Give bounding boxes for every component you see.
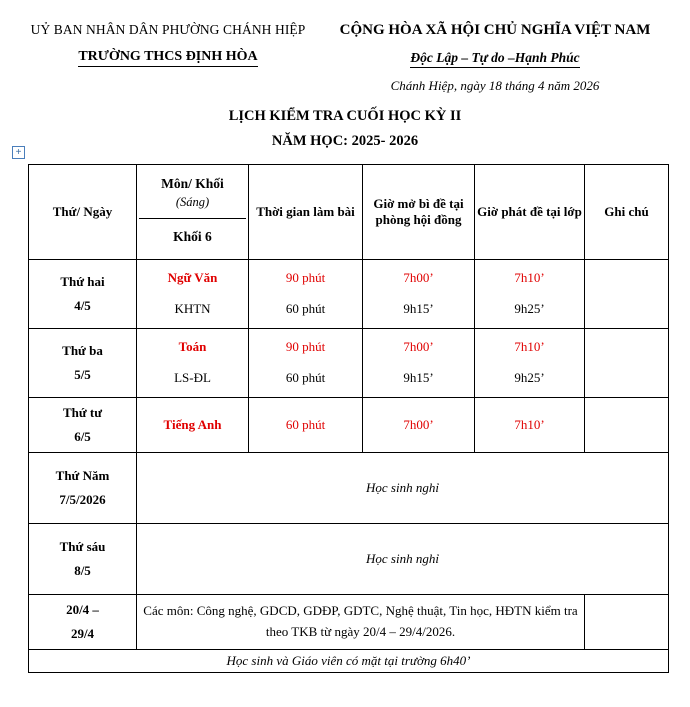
page-title: LỊCH KIỂM TRA CUỐI HỌC KỲ II — [228, 108, 462, 124]
row-day-1 — [29, 328, 137, 397]
row-give1-2: 7h10’ — [475, 397, 585, 452]
rest-day-date-1: 8/5 — [74, 562, 91, 578]
subjects-row-text: Các môn: Công nghệ, GDCD, GDĐP, GDTC, Nghệ thuật, Tin học, HĐTN kiểm tra theo TKB từ ngày 20/4 – 29/4/2026. — [137, 594, 585, 649]
subjects-row-date-line1: 20/4 – — [66, 601, 99, 617]
row-subject2-1: LS-ĐL — [174, 369, 211, 385]
row-open1-1: 7h00’ — [403, 338, 434, 354]
row-subject1-1: Toán — [178, 338, 207, 354]
header-subject-label: Môn/ Khối — [161, 176, 224, 191]
row-give2-1: 9h25’ — [514, 369, 545, 385]
row-open-0 — [363, 260, 475, 329]
header-grade-label: Khối 6 — [173, 229, 212, 244]
rest-text-1: Học sinh nghỉ — [137, 523, 669, 594]
title-block — [0, 108, 690, 150]
row-day-0 — [29, 260, 137, 329]
rest-day-date-0: 7/5/2026 — [59, 491, 106, 507]
table-footer-row — [29, 649, 669, 672]
subjects-row-day — [29, 594, 137, 649]
schedule-table — [28, 164, 669, 673]
school-name: TRƯỜNG THCS ĐỊNH HÒA — [78, 49, 257, 67]
table-header-row — [29, 165, 669, 260]
rest-day-name-0: Thứ Năm — [55, 467, 110, 483]
subjects-row-note — [585, 594, 669, 649]
row-day-name-2: Thứ tư — [62, 404, 103, 420]
header-duration: Thời gian làm bài — [249, 165, 363, 260]
row-subject1-0: Ngữ Văn — [167, 270, 218, 285]
row-subject1-2: Tiếng Anh — [137, 397, 249, 452]
row-time1-1: 90 phút — [285, 338, 326, 354]
row-open-1 — [363, 328, 475, 397]
row-subject2-0: KHTN — [174, 300, 211, 316]
rest-day-1 — [29, 523, 137, 594]
row-day-date-1: 5/5 — [74, 366, 91, 382]
row-duration-1 — [249, 328, 363, 397]
row-subjects-0 — [137, 260, 249, 329]
row-time2-0: 60 phút — [285, 300, 326, 316]
header-subject-sublabel: (Sáng) — [175, 195, 210, 209]
row-day-2 — [29, 397, 137, 452]
row-time1-0: 90 phút — [285, 270, 326, 285]
header-day: Thứ/ Ngày — [29, 165, 137, 260]
rest-day-name-1: Thứ sáu — [59, 538, 106, 554]
header-subject-grade — [137, 165, 249, 260]
expand-plus-icon[interactable]: + — [12, 146, 25, 159]
row-time2-1: 60 phút — [285, 369, 326, 385]
row-duration-0 — [249, 260, 363, 329]
row-open2-0: 9h15’ — [403, 300, 434, 316]
row-note-0 — [585, 260, 669, 329]
row-day-name-1: Thứ ba — [62, 342, 103, 358]
row-note-1 — [585, 328, 669, 397]
place-and-date: Chánh Hiệp, ngày 18 tháng 4 năm 2026 — [390, 78, 600, 93]
row-note-2 — [585, 397, 669, 452]
header-give-time: Giờ phát đề tại lớp — [475, 165, 585, 260]
subjects-row-date-line2: 29/4 — [70, 625, 95, 641]
national-title: CỘNG HÒA XÃ HỘI CHỦ NGHĨA VIỆT NAM — [339, 22, 651, 38]
row-give2-0: 9h25’ — [514, 300, 545, 316]
issuing-authority: UỶ BAN NHÂN DÂN PHƯỜNG CHÁNH HIỆP — [30, 22, 306, 37]
row-open1-0: 7h00’ — [403, 270, 434, 285]
row-day-date-0: 4/5 — [74, 297, 91, 313]
page-subtitle: NĂM HỌC: 2025- 2026 — [271, 133, 419, 149]
header-right-block — [318, 22, 672, 94]
row-give1-1: 7h10’ — [514, 338, 545, 354]
header-left-block — [18, 22, 318, 94]
table-row — [29, 594, 669, 649]
header-open-time: Giờ mở bì đề tại phòng hội đồng — [363, 165, 475, 260]
row-give1-0: 7h10’ — [514, 270, 545, 285]
table-row — [29, 523, 669, 594]
national-motto: Độc Lập – Tự do –Hạnh Phúc — [410, 50, 579, 68]
row-give-1 — [475, 328, 585, 397]
row-open2-1: 9h15’ — [403, 369, 434, 385]
table-row — [29, 452, 669, 523]
table-row — [29, 328, 669, 397]
footer-note: Học sinh và Giáo viên có mặt tại trường 6h40’ — [29, 649, 669, 672]
row-give-0 — [475, 260, 585, 329]
header-note: Ghi chú — [585, 165, 669, 260]
row-day-name-0: Thứ hai — [60, 273, 105, 289]
table-row — [29, 397, 669, 452]
rest-text-0: Học sinh nghỉ — [137, 452, 669, 523]
row-open1-2: 7h00’ — [363, 397, 475, 452]
rest-day-0 — [29, 452, 137, 523]
schedule-table-wrapper — [28, 164, 668, 673]
row-subjects-1 — [137, 328, 249, 397]
header-subject-top — [139, 169, 246, 219]
document-header — [0, 0, 690, 94]
row-day-date-2: 6/5 — [74, 428, 91, 444]
row-time1-2: 60 phút — [249, 397, 363, 452]
table-row — [29, 260, 669, 329]
